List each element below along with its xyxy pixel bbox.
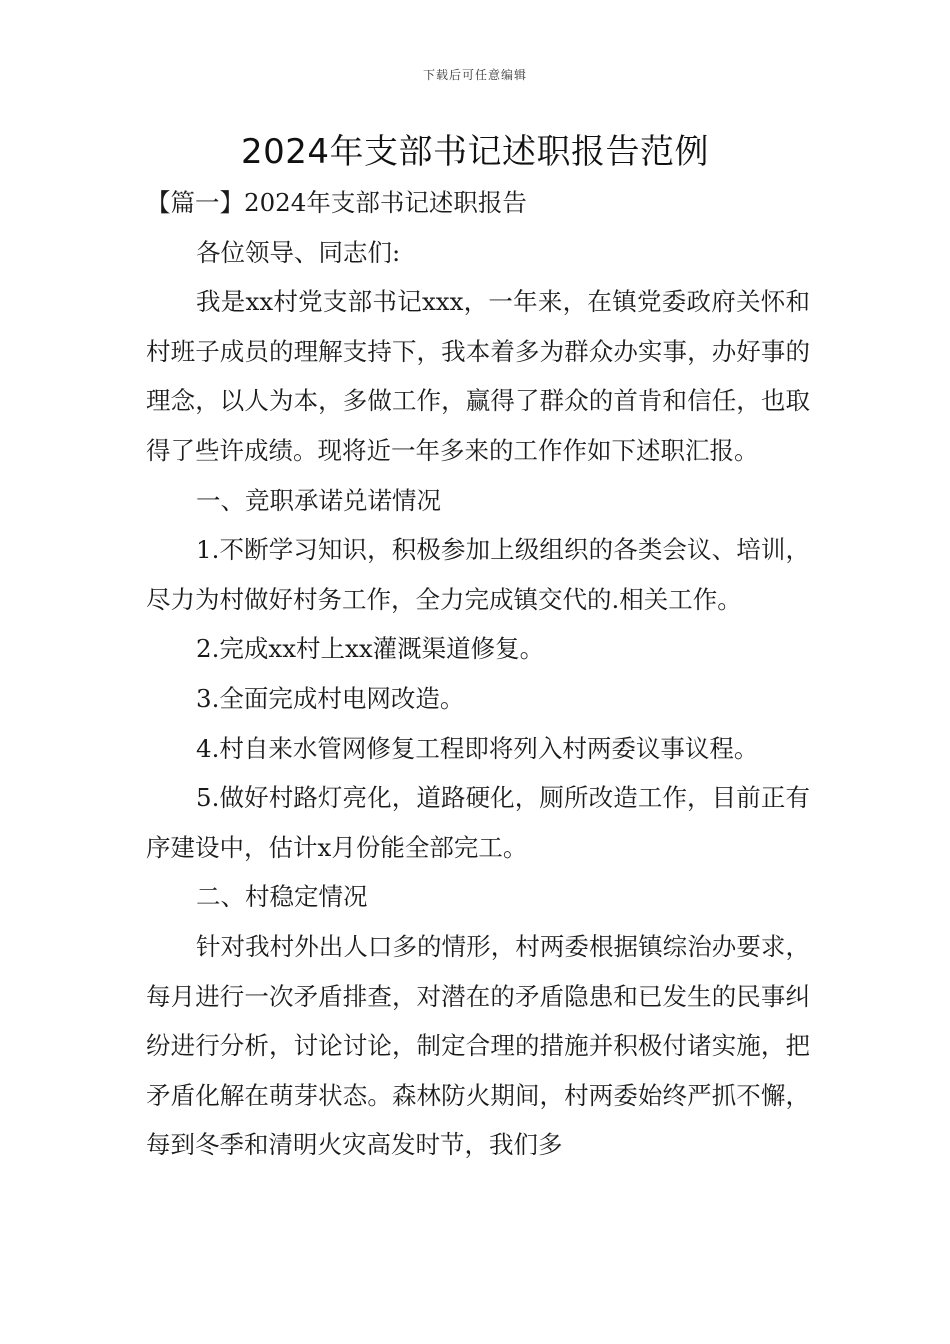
header-note: 下载后可任意编辑	[422, 68, 527, 82]
section-label: 【篇一】2024年支部书记述职报告	[146, 188, 527, 217]
paragraph-stability: 针对我村外出人口多的情形，村两委根据镇综治办要求，每月进行一次矛盾排查，对潜在的矛盾隐患和已发生的民事纠纷进行分析，讨论讨论，制定合理的措施并积极付诸实施，把矛盾化解在萌芽状态。森林防火期间，村两委始终严抓不懈，每到冬季和清明火灾高发时节，我们多	[146, 931, 810, 1160]
document-title: 2024年支部书记述职报告范例	[240, 132, 710, 172]
heading-section-2: 二、村稳定情况	[196, 882, 368, 912]
list-item-4: 4.村自来水管网修复工程即将列入村两委议事议程。	[196, 733, 759, 763]
list-item-1: 1.不断学习知识，积极参加上级组织的各类会议、培训，尽力为村做好村务工作，全力完成镇交代的.相关工作。	[146, 535, 810, 614]
list-item-5: 5.做好村路灯亮化，道路硬化，厕所改造工作，目前正有序建设中，估计x月份能全部完工。	[146, 783, 810, 862]
list-item-3: 3.全面完成村电网改造。	[196, 683, 465, 713]
heading-section-1: 一、竞职承诺兑诺情况	[196, 485, 441, 515]
document-body	[146, 178, 810, 1170]
list-item-2: 2.完成xx村上xx灌溉渠道修复。	[196, 634, 545, 664]
paragraph-intro: 我是xx村党支部书记xxx，一年来，在镇党委政府关怀和村班子成员的理解支持下，我本着多为群众办实事，办好事的理念，以人为本，多做工作，赢得了群众的首肯和信任，也取得了些许成绩。现将近一年多来的工作作如下述职汇报。	[146, 287, 810, 465]
paragraph-greeting: 各位领导、同志们:	[196, 237, 401, 267]
